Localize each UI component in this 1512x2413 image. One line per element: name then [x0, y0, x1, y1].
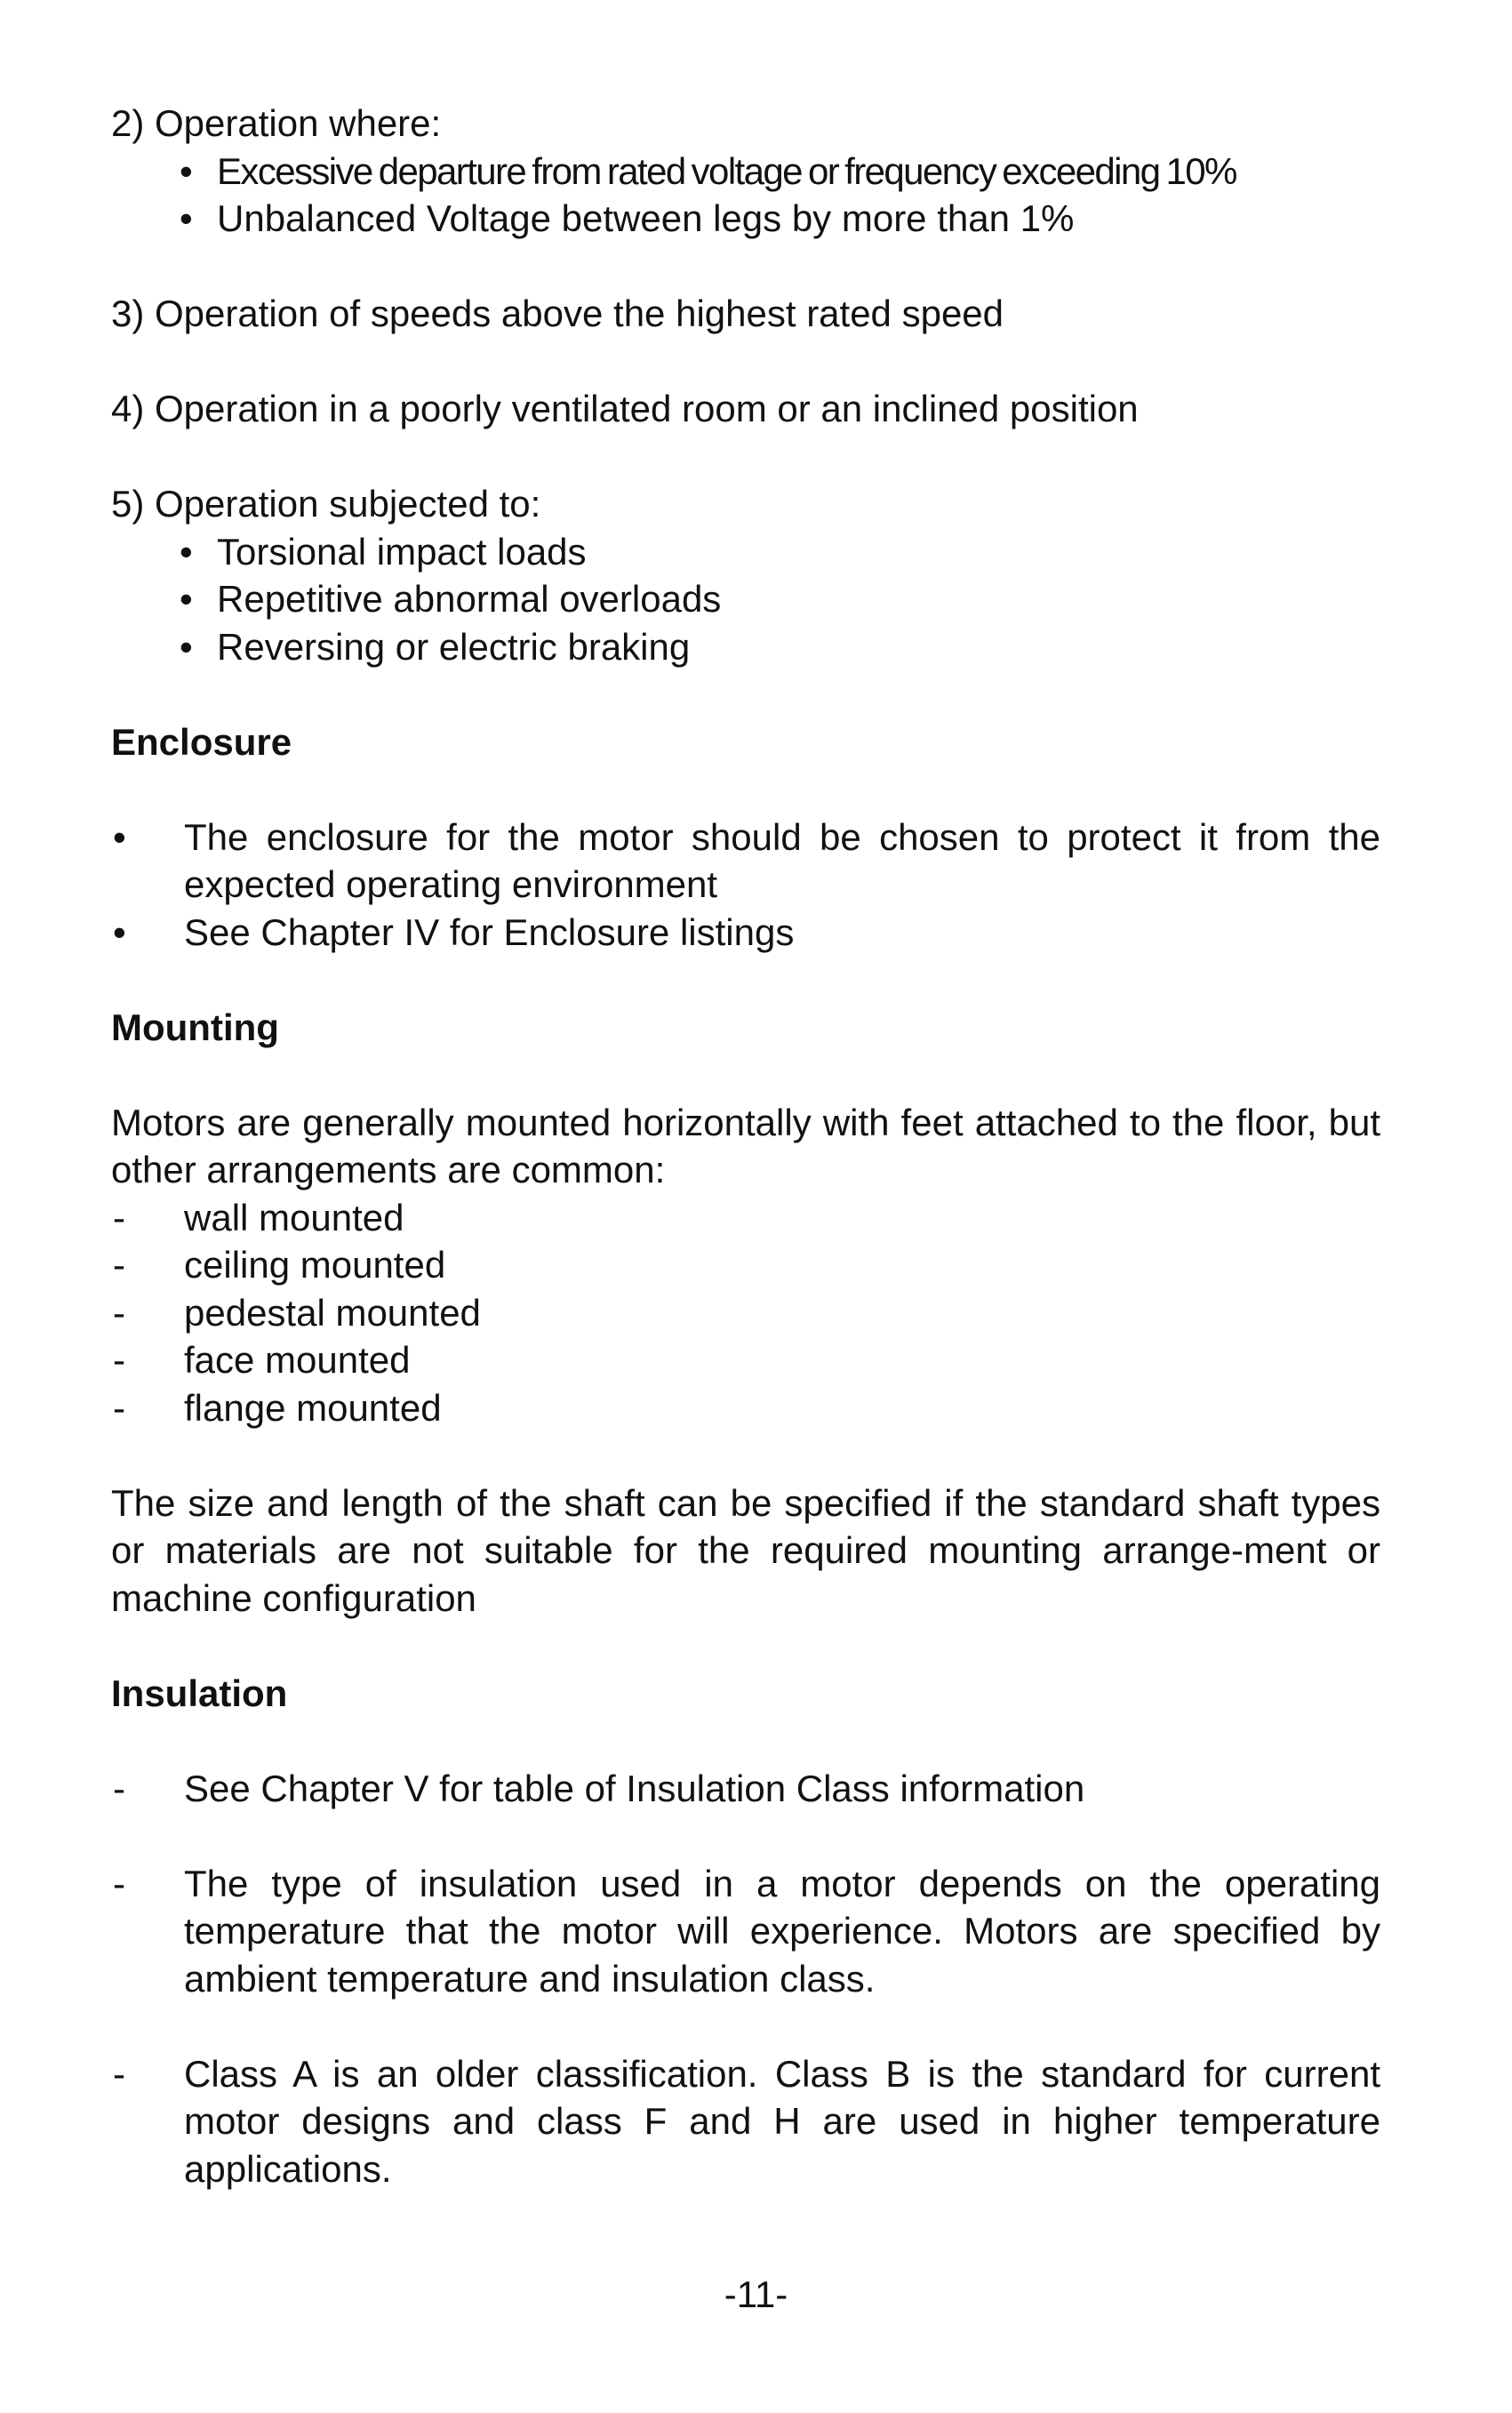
bullet-icon: •: [180, 530, 193, 573]
bullet-icon: •: [113, 910, 126, 953]
mounting-item-text: face mounted: [184, 1339, 411, 1381]
operation-item-5-title: 5) Operation subjected to:: [111, 483, 541, 525]
insulation-item-text: The type of insulation used in a motor depends on the operating temperature that the motor will experience. Motors are specified by ambient temperature and insulation class.: [184, 1862, 1380, 2000]
enclosure-item-text: The enclosure for the motor should be chosen to protect it from the expected operating environment: [184, 815, 1380, 905]
mounting-item: [111, 1241, 1380, 1289]
dash-marker: -: [113, 2052, 125, 2095]
bullet-text: Torsional impact loads: [217, 530, 587, 573]
dash-marker: -: [113, 1339, 125, 1381]
dash-marker: -: [113, 1862, 125, 1904]
dash-marker: -: [113, 1196, 125, 1239]
mounting-item-text: flange mounted: [184, 1386, 442, 1429]
mounting-intro: Motors are generally mounted horizontally with feet attached to the floor, but other arrangements are common:: [111, 1101, 1380, 1190]
bullet-icon: •: [180, 149, 193, 192]
insulation-item: [111, 1765, 1380, 1813]
insulation-heading: Insulation: [111, 1671, 288, 1714]
mounting-item-text: ceiling mounted: [184, 1244, 446, 1286]
mounting-item-text: wall mounted: [184, 1196, 404, 1239]
enclosure-item-text: See Chapter IV for Enclosure listings: [184, 910, 795, 953]
enclosure-item: [111, 909, 1380, 957]
bullet-icon: •: [180, 197, 193, 239]
bullet-icon: •: [113, 815, 126, 858]
enclosure-item: [111, 814, 1380, 909]
mounting-item-text: pedestal mounted: [184, 1291, 481, 1334]
mounting-item: [111, 1336, 1380, 1384]
insulation-item-text: See Chapter V for table of Insulation Class information: [184, 1767, 1085, 1809]
operation-item-5-bullet: [111, 623, 1380, 671]
operation-item-3: 3) Operation of speeds above the highest rated speed: [111, 293, 1004, 334]
operation-item-5-bullet: [111, 575, 1380, 623]
mounting-item: [111, 1384, 1380, 1432]
insulation-item-text: Class A is an older classification. Class B is the standard for current motor designs and class F and H are used in higher temperature applications.: [184, 2052, 1380, 2190]
mounting-heading: Mounting: [111, 1006, 279, 1048]
bullet-icon: •: [180, 578, 193, 620]
enclosure-heading: Enclosure: [111, 720, 292, 763]
operation-item-4: 4) Operation in a poorly ventilated room or an inclined position: [111, 388, 1139, 429]
operation-item-5-bullet: [111, 528, 1380, 576]
dash-marker: -: [113, 1386, 125, 1429]
dash-marker: -: [113, 1291, 125, 1334]
page-number: -11-: [724, 2273, 788, 2315]
bullet-icon: •: [180, 625, 193, 668]
operation-item-2-bullet: [111, 195, 1380, 243]
insulation-item: [111, 2050, 1380, 2193]
mounting-item: [111, 1289, 1380, 1337]
bullet-text: Excessive departure from rated voltage or frequency exceeding 10%: [217, 149, 1236, 192]
operation-item-2-bullet: [111, 148, 1380, 196]
dash-marker: -: [113, 1244, 125, 1286]
operation-item-2-title: 2) Operation where:: [111, 102, 442, 144]
bullet-text: Reversing or electric braking: [217, 625, 691, 668]
document-page: [111, 100, 1380, 2193]
insulation-item: [111, 1860, 1380, 2003]
mounting-item: [111, 1194, 1380, 1242]
dash-marker: -: [113, 1767, 125, 1809]
bullet-text: Unbalanced Voltage between legs by more than 1%: [217, 197, 1075, 239]
shaft-note: The size and length of the shaft can be specified if the standard shaft types or materials are not suitable for the required mounting arrange-ment or machine configuration: [111, 1481, 1380, 1619]
bullet-text: Repetitive abnormal overloads: [217, 578, 722, 620]
